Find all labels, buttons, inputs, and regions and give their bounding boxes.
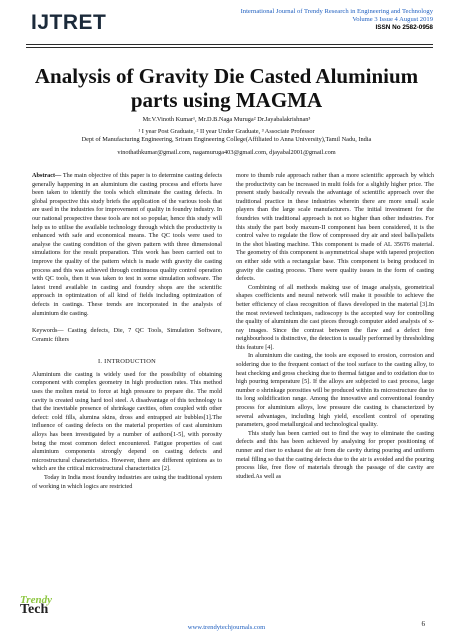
author-block bbox=[20, 116, 433, 157]
footer-logo-big: Tech bbox=[20, 602, 49, 617]
affiliation-roles: ¹ I year Post Graduate, ² II year Under Graduate, ³ Associate Professor bbox=[138, 128, 315, 135]
header-rule-secondary bbox=[26, 47, 433, 48]
author-emails: vinothathkumar@gmail.com, nagamuruga403@gmail.com, djayabal2001@gmail.com bbox=[117, 149, 336, 156]
authors: Mr.V.Vinoth Kumar¹, Mr.D.B.Naga Muruga² Dr.Jayabalakrishnan³ bbox=[142, 116, 311, 123]
intro-paragraph-1: Aluminium die casting is widely used for the possibility of obtaining component with complex geometry in high production rates. This method uses the molten metal to force at high pressure to prepare die. The mold cavity is created using hard tool steel. A disadvantage of this technology is that the inevitable presence of shrinkage cavities, often coupled with other defect: cold fills, alumina skins, dross and entrapped air bubbles[1].The influence of casting defects on the material properties of cast aluminium alloys has been investigated by a number of authors[1-5], with porosity being the most common defect encountered. Fatigue properties of cast aluminium components strongly depend on casting defects and microstructural characteristics. However, there are different opinions as to which are the critical microstructural characteristics [2]. bbox=[32, 370, 222, 473]
paper-title: Analysis of Gravity Die Casted Aluminium parts using MAGMA bbox=[34, 64, 419, 112]
logo-text: IJTRET bbox=[31, 11, 107, 34]
journal-header bbox=[173, 8, 433, 33]
body-paragraph-1: more to thumb rule approach rather than a more scientific approach by which the productivity can be increased in multi folds for a slightly higher price. The present study basically reveals the advantage of scientific approach over the traditional practice in these industries wherein there are more small scale players than the large scale manufacturers. The initial investment for the foundries with traditional approach is not so higher than other industries. For this study the part body maxum-II component has been considered, it is the control valve to regulate the flow of compressed dry air and steel balls/pallets in the shot blasting machine. This component is made of AL 356T6 material. The geometry of this component is asymmetrical shape with tapered projection on either side with a rectangular base. This component is being produced in gravity die casting process. There were quality issues in the form of casting defects. bbox=[236, 172, 434, 283]
right-column bbox=[236, 172, 434, 481]
footer-url[interactable]: www.trendytechjournals.com bbox=[187, 624, 266, 631]
body-paragraph-4: This study has been carried out to find the way to eliminate the casting defects and this has been achieved by analysing for proper positioning of runner and riser to exhaust the air from die cavity during pouring and uniform metal filling so that the casting defects due to the air is avoided and the pouring process like, free flow of materials through the passage of die cavity are studied.As well as bbox=[236, 429, 434, 480]
left-column bbox=[32, 172, 222, 491]
body-paragraph-3: In aluminium die casting, the tools are exposed to erosion, corrosion and soldering due to the frequent contact of the tool surface to the casting alloy, to heat checking and gross checking due to thermal fatigue and to oxidation due to high pouring temperature [5]. If the alloys are subjected to cast process, large number o shrinkage porosities will be produced within its microstructure due to its long solidification range. Among the innovative and conventional foundry process for aluminium alloys, low pressure die casting is characterized by several advantages, including high yield, excellent control of operating parameters, good metallurgical and technological quality. bbox=[236, 352, 434, 429]
header-rule bbox=[26, 44, 433, 45]
journal-logo bbox=[31, 11, 106, 35]
page-number: 6 bbox=[421, 620, 425, 628]
abstract bbox=[32, 172, 222, 318]
affiliation-dept: Dept of Manufacturing Engineering, Sriram Engineering College(Affiliated to Anna University),Tamil Nadu, India bbox=[81, 136, 372, 143]
section-heading-introduction: I. INTRODUCTION bbox=[97, 358, 157, 366]
abstract-label: Abstract— bbox=[32, 172, 62, 179]
keywords: Keywords— Casting defects, Die, 7 QC Tools, Simulation Software, Ceramic filters bbox=[32, 327, 222, 343]
journal-name: International Journal of Trendy Research in Engineering and Technology bbox=[240, 8, 433, 15]
intro-paragraph-2: Today in India most foundry industries are using the traditional system of working in which logics are restricted bbox=[32, 474, 222, 490]
issn: ISSN No 2582-0958 bbox=[375, 24, 433, 32]
volume-issue: Volume 3 Issue 4 August 2019 bbox=[352, 16, 433, 24]
footer-logo bbox=[20, 594, 52, 618]
abstract-text: The main objective of this paper is to determine casting defects generally happening in an aluminium die casting process and efforts have been taken to identify the tools which eliminate the casting defects. In global prospective this study briefs the application of the various tools that are used in the industries for improvement of quality in foundry industry. In our national prospective these tools are not so popular, hence this study will help us to utilise the available technology through which the productivity is enhanced with safe and economical means. The QC tools were used to analyse the casting condition of the given pattern with three dimensional simulations for the result preparation. This work has been carried out to improve the quality of the pattern which is made with gravity die casting process and this was achieved through continuous quality control operation with QC tools, then it was taken to test in some simulation software. The latest trend available in casting and foundry shops are the scientific approach in optimization of all kind of fields including optimization of defects in castings. These trends are incorporated in the analysis of aluminium die casting. bbox=[32, 172, 222, 317]
body-paragraph-2: Combining of all methods making use of image analysis, geometrical shapes coefficients and neural network will make it possible to achieve the better efficiency of class recognition of flaws developed in the material [3].In the most reviewed techniques, radioscopy is the accepted way for controlling the quality of aluminium die cast pieces through computer aided analysis of x- ray images. Since the contrast between the flaw and a defect free neighbourhood is distinctive, the detection is usually performed by thresholding this feature [4]. bbox=[236, 283, 434, 351]
footer-logo-small: Trendy bbox=[20, 594, 52, 606]
